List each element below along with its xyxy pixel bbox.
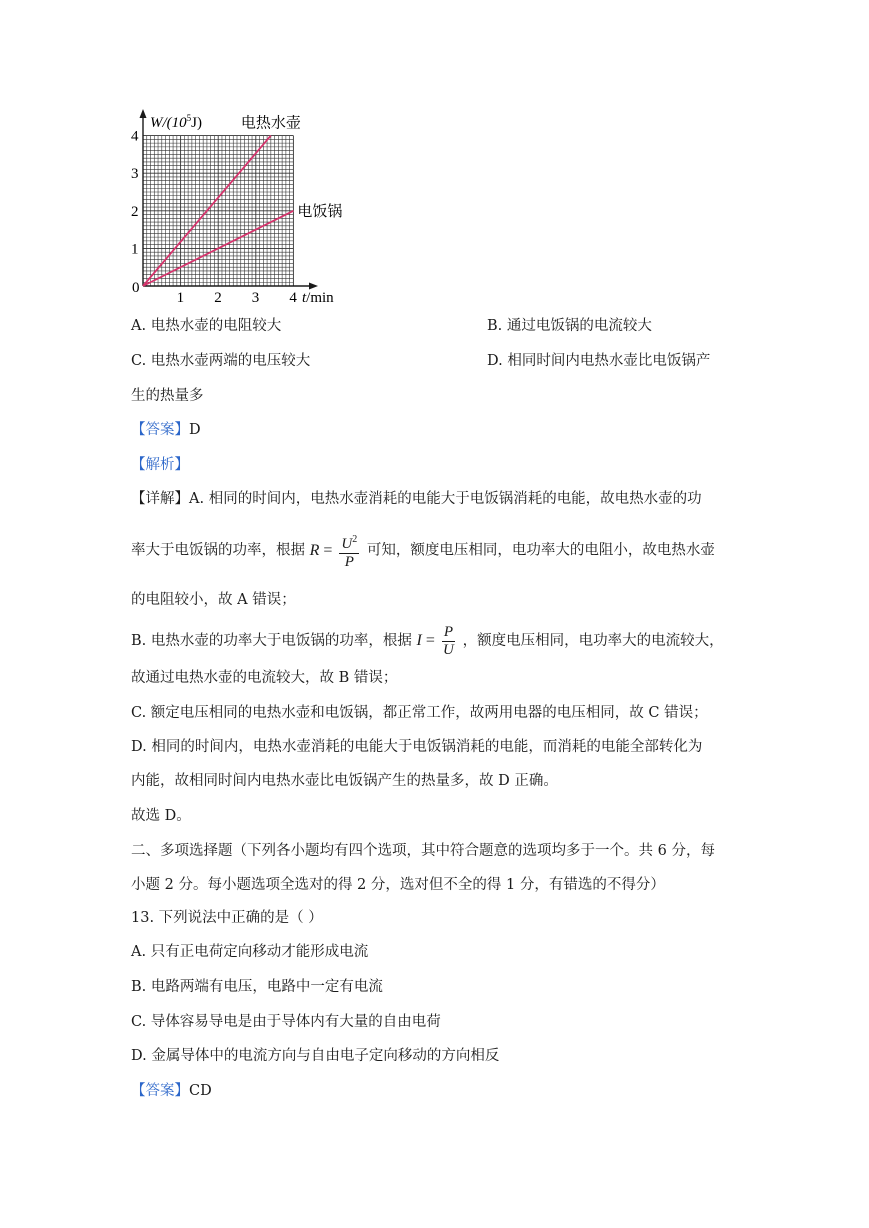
- answer-2: [131, 1081, 212, 1101]
- answer-bracket: 【答案】: [131, 422, 189, 438]
- q13-option-c: C. 导体容易导电是由于导体内有大量的自由电荷: [131, 1014, 441, 1030]
- detail-line-9: 故选 D。: [131, 808, 191, 824]
- option-b: B. 通过电饭锅的电流较大: [487, 318, 652, 334]
- y-axis-label: $W/(10^5J)$: [150, 113, 203, 131]
- detail-line-5: 故通过电热水壶的电流较大，故 B 错误；: [131, 670, 398, 686]
- answer-value: CD: [189, 1083, 212, 1099]
- detail-label: 【详解】: [131, 491, 189, 507]
- y-tick-label: 1: [131, 241, 139, 258]
- x-tick-label: 3: [251, 290, 260, 306]
- answer-value: D: [189, 422, 201, 438]
- x-axis-arrow: [309, 283, 318, 290]
- analysis-heading: 【解析】: [131, 457, 189, 473]
- x-tick-label: 1: [176, 290, 185, 306]
- q13-stem: 13. 下列说法中正确的是（ ）: [131, 910, 323, 926]
- resistance-formula: R = $\frac{U^2}{P}$: [310, 542, 363, 559]
- x-tick-label: 2: [214, 290, 222, 306]
- y-tick-label: 4: [131, 128, 139, 145]
- detail-line-2: 率大于电饭锅的功率，根据 R = $\frac{U^2}{P}$ 可知，额度电压相同，电功率大的电阻小，故电热水壶: [131, 531, 715, 571]
- answer-1: [131, 420, 201, 440]
- detail-line-4: B. 电热水壶的功率大于电饭锅的功率，根据 I = $\frac{P}{U}$ ，额度电压相同，电功率大的电流较大，: [131, 623, 724, 658]
- detail-line-6: C. 额定电压相同的电热水壶和电饭锅，都正常工作，故两用电器的电压相同，故 C 错误；: [131, 705, 708, 721]
- detail-line-8: 内能，故相同时间内电热水壶比电饭锅产生的热量多，故 D 正确。: [131, 773, 558, 789]
- detail-line-3: 的电阻较小，故 A 错误；: [131, 592, 296, 608]
- x-tick-label: 4: [289, 290, 297, 306]
- y-tick-label: 3: [131, 166, 139, 183]
- option-d-continued: 生的热量多: [131, 388, 204, 404]
- q13-option-d: D. 金属导体中的电流方向与自由电子定向移动的方向相反: [131, 1048, 500, 1064]
- option-d: D. 相同时间内电热水壶比电饭锅产: [487, 353, 711, 369]
- series-label-1: 电热水壶: [240, 115, 301, 132]
- origin-label: 0: [132, 280, 140, 296]
- detail-line-1: 【详解】A. 相同的时间内，电热水壶消耗的电能大于电饭锅消耗的电能，故电热水壶的功: [131, 491, 702, 507]
- x-axis-label: t/min: [302, 290, 334, 306]
- energy-time-graph: [0, 0, 869, 320]
- option-a: A. 电热水壶的电阻较大: [131, 318, 282, 334]
- y-axis-arrow: [140, 109, 147, 118]
- q13-option-a: A. 只有正电荷定向移动才能形成电流: [131, 944, 369, 960]
- current-formula: I = $\frac{P}{U}$: [416, 623, 454, 658]
- y-tick-label: 2: [131, 203, 139, 220]
- graph-grid: [143, 136, 293, 286]
- detail-line-7: D. 相同的时间内，电热水壶消耗的电能大于电饭锅消耗的电能，而消耗的电能全部转化为: [131, 739, 703, 755]
- q13-option-b: B. 电路两端有电压，电路中一定有电流: [131, 979, 383, 995]
- answer-bracket: 【答案】: [131, 1083, 189, 1099]
- option-c: C. 电热水壶两端的电压较大: [131, 353, 311, 369]
- section2-line-1: 二、多项选择题（下列各小题均有四个选项，其中符合题意的选项均多于一个。共 6 分，每: [131, 843, 715, 859]
- section2-line-2: 小题 2 分。每小题选项全选对的得 2 分，选对但不全的得 1 分，有错选的不得分）: [131, 877, 665, 893]
- series-label-2: 电饭锅: [297, 203, 343, 220]
